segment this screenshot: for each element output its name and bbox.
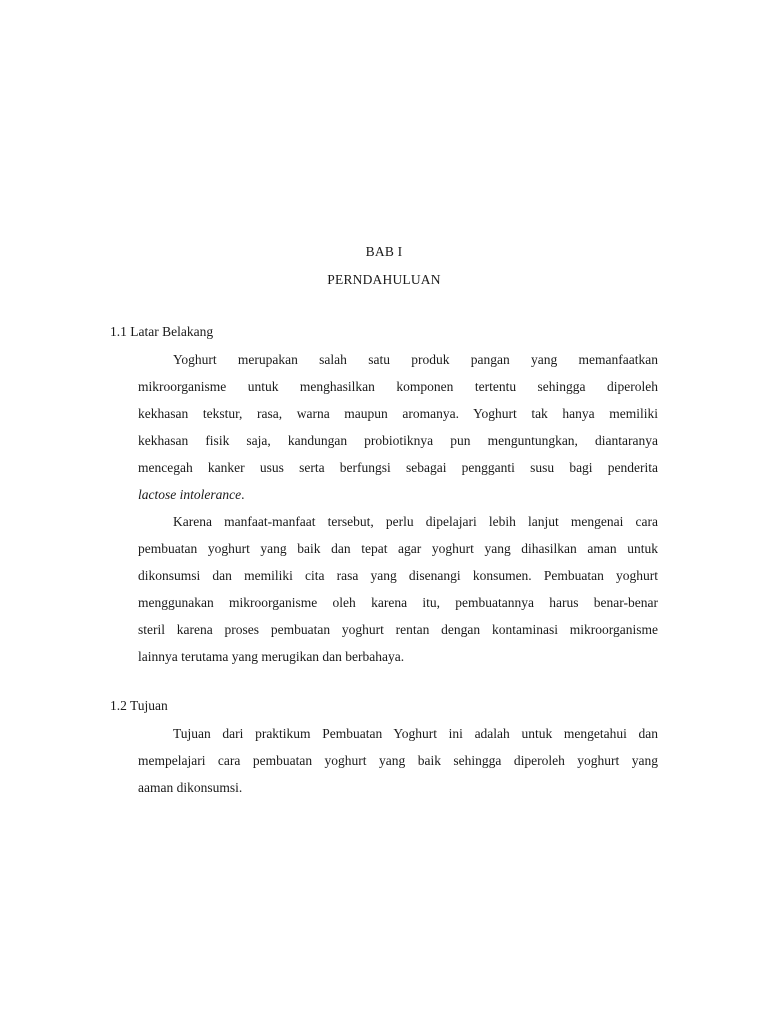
paragraph-line: Yoghurt merupakan salah satu produk pangan yang memanfaatkan (173, 352, 658, 367)
paragraph-latar-belakang-1 (138, 346, 658, 508)
paragraph-latar-belakang-2 (138, 508, 658, 670)
paragraph-line: Karena manfaat-manfaat tersebut, perlu dipelajari lebih lanjut mengenai cara (173, 514, 658, 529)
chapter-title: PERNDAHULUAN (327, 272, 441, 287)
paragraph-line: mikroorganisme untuk menghasilkan komponen tertentu sehingga diperoleh (138, 379, 658, 394)
paragraph-line: mencegah kanker usus serta berfungsi sebagai pengganti susu bagi penderita (138, 460, 658, 475)
paragraph-tujuan-1 (138, 720, 658, 801)
paragraph-line: pembuatan yoghurt yang baik dan tepat agar yoghurt yang dihasilkan aman untuk (138, 541, 658, 556)
chapter-number: BAB I (365, 244, 403, 259)
paragraph-line: menggunakan mikroorganisme oleh karena itu, pembuatannya harus benar-benar (138, 595, 658, 610)
section-heading-latar-belakang: 1.1 Latar Belakang (110, 324, 214, 339)
italic-term: lactose intolerance (138, 487, 242, 502)
paragraph-line: aaman dikonsumsi. (138, 780, 243, 795)
section-heading-tujuan: 1.2 Tujuan (110, 698, 168, 713)
paragraph-line (138, 481, 658, 508)
paragraph-line: lainnya terutama yang merugikan dan berbahaya. (138, 649, 405, 664)
paragraph-line: kekhasan tekstur, rasa, warna maupun aromanya. Yoghurt tak hanya memiliki (138, 406, 658, 421)
line-suffix: . (241, 487, 245, 502)
paragraph-line: mempelajari cara pembuatan yoghurt yang baik sehingga diperoleh yoghurt yang (138, 753, 658, 768)
paragraph-line: Tujuan dari praktikum Pembuatan Yoghurt ini adalah untuk mengetahui dan (173, 726, 658, 741)
paragraph-line: steril karena proses pembuatan yoghurt rentan dengan kontaminasi mikroorganisme (138, 622, 658, 637)
paragraph-line: dikonsumsi dan memiliki cita rasa yang disenangi konsumen. Pembuatan yoghurt (138, 568, 658, 583)
paragraph-line: kekhasan fisik saja, kandungan probiotiknya pun menguntungkan, diantaranya (138, 433, 658, 448)
